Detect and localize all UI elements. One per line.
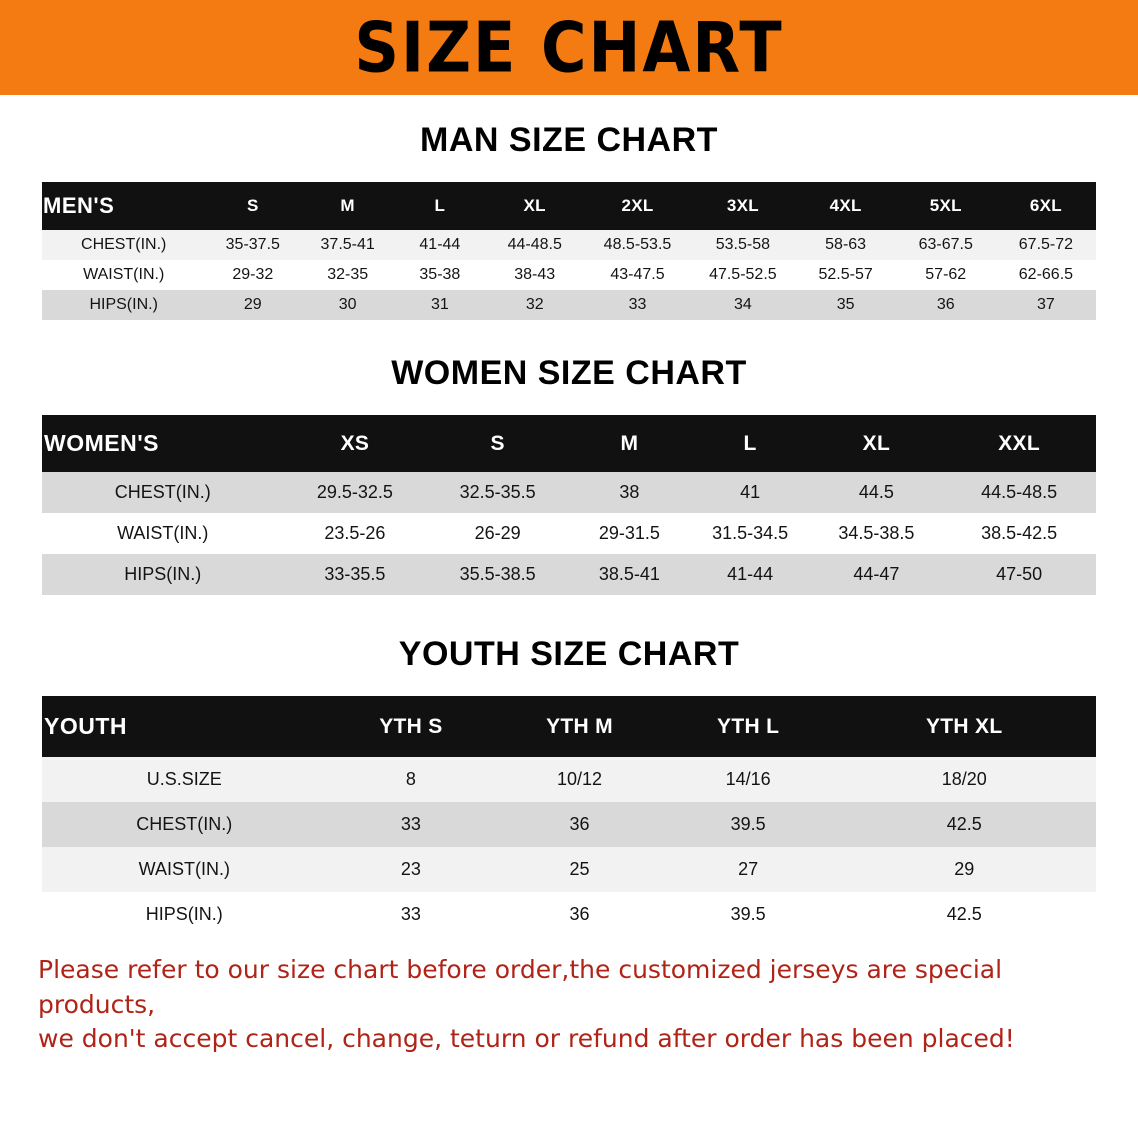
youth-header-cell-0: YOUTH	[42, 696, 327, 757]
youth-row0-cell3: 14/16	[664, 757, 833, 802]
youth-row2-cell4: 29	[832, 847, 1096, 892]
man-row2-cell5: 33	[585, 290, 690, 320]
man-row2-cell8: 36	[896, 290, 996, 320]
women-row2-cell4: 41-44	[690, 554, 811, 595]
disclaimer-line-2: we don't accept cancel, change, teturn or refund after order has been placed!	[38, 1024, 1015, 1053]
table-row	[42, 260, 1096, 290]
man-row2-cell9: 37	[996, 290, 1096, 320]
man-row0-cell7: 58-63	[796, 230, 896, 260]
man-header-cell-7: 4XL	[796, 182, 896, 230]
man-table-body	[42, 230, 1096, 320]
man-row1-cell4: 38-43	[485, 260, 585, 290]
man-header-cell-5: 2XL	[585, 182, 690, 230]
man-row1-cell8: 57-62	[896, 260, 996, 290]
page-title: SIZE CHART	[354, 6, 784, 88]
man-row0-cell0: CHEST(IN.)	[42, 230, 205, 260]
women-table-head	[42, 415, 1096, 472]
man-row1-cell5: 43-47.5	[585, 260, 690, 290]
man-row2-cell7: 35	[796, 290, 896, 320]
man-row0-cell8: 63-67.5	[896, 230, 996, 260]
man-section-title: MAN SIZE CHART	[420, 121, 718, 159]
women-row1-cell2: 26-29	[426, 513, 569, 554]
man-table-wrapper	[42, 182, 1096, 320]
women-row1-cell6: 38.5-42.5	[942, 513, 1096, 554]
youth-row1-cell1: 33	[327, 802, 496, 847]
women-row0-cell4: 41	[690, 472, 811, 513]
table-row	[42, 513, 1096, 554]
man-row1-cell0: WAIST(IN.)	[42, 260, 205, 290]
women-section-title: WOMEN SIZE CHART	[391, 354, 747, 392]
youth-table-body	[42, 757, 1096, 937]
youth-section-title: YOUTH SIZE CHART	[398, 635, 740, 673]
man-row1-cell2: 32-35	[300, 260, 395, 290]
youth-row3-cell3: 39.5	[664, 892, 833, 937]
women-header-cell-3: M	[569, 415, 690, 472]
man-row1-cell1: 29-32	[205, 260, 300, 290]
man-row2-cell0: HIPS(IN.)	[42, 290, 205, 320]
man-row2-cell6: 34	[690, 290, 795, 320]
youth-row1-cell4: 42.5	[832, 802, 1096, 847]
women-header-cell-6: XXL	[942, 415, 1096, 472]
table-header-row	[42, 696, 1096, 757]
man-size-table	[42, 182, 1096, 320]
man-header-cell-6: 3XL	[690, 182, 795, 230]
women-row0-cell3: 38	[569, 472, 690, 513]
youth-header-cell-3: YTH L	[664, 696, 833, 757]
youth-row0-cell4: 18/20	[832, 757, 1096, 802]
man-row0-cell2: 37.5-41	[300, 230, 395, 260]
women-row2-cell6: 47-50	[942, 554, 1096, 595]
youth-row3-cell2: 36	[495, 892, 664, 937]
youth-row3-cell0: HIPS(IN.)	[42, 892, 327, 937]
man-row0-cell1: 35-37.5	[205, 230, 300, 260]
table-row	[42, 290, 1096, 320]
youth-row0-cell2: 10/12	[495, 757, 664, 802]
man-header-cell-9: 6XL	[996, 182, 1096, 230]
man-row1-cell3: 35-38	[395, 260, 485, 290]
women-row0-cell0: CHEST(IN.)	[42, 472, 284, 513]
women-row2-cell2: 35.5-38.5	[426, 554, 569, 595]
women-row1-cell0: WAIST(IN.)	[42, 513, 284, 554]
women-row2-cell3: 38.5-41	[569, 554, 690, 595]
youth-row2-cell0: WAIST(IN.)	[42, 847, 327, 892]
women-table-body	[42, 472, 1096, 595]
women-row1-cell4: 31.5-34.5	[690, 513, 811, 554]
women-row2-cell5: 44-47	[811, 554, 943, 595]
women-row1-cell3: 29-31.5	[569, 513, 690, 554]
disclaimer-note	[38, 953, 1100, 1057]
man-header-cell-0: MEN'S	[42, 182, 205, 230]
table-row	[42, 847, 1096, 892]
man-header-cell-3: L	[395, 182, 485, 230]
youth-size-table	[42, 696, 1096, 937]
women-row0-cell1: 29.5-32.5	[284, 472, 427, 513]
youth-header-cell-1: YTH S	[327, 696, 496, 757]
man-header-cell-2: M	[300, 182, 395, 230]
man-header-cell-4: XL	[485, 182, 585, 230]
man-row1-cell7: 52.5-57	[796, 260, 896, 290]
women-table-wrapper	[42, 415, 1096, 595]
youth-row3-cell4: 42.5	[832, 892, 1096, 937]
women-row0-cell2: 32.5-35.5	[426, 472, 569, 513]
table-header-row	[42, 415, 1096, 472]
header-banner	[0, 0, 1138, 95]
youth-row1-cell3: 39.5	[664, 802, 833, 847]
table-header-row	[42, 182, 1096, 230]
youth-table-head	[42, 696, 1096, 757]
man-row2-cell1: 29	[205, 290, 300, 320]
man-row0-cell5: 48.5-53.5	[585, 230, 690, 260]
women-row1-cell5: 34.5-38.5	[811, 513, 943, 554]
youth-header-cell-4: YTH XL	[832, 696, 1096, 757]
women-row0-cell5: 44.5	[811, 472, 943, 513]
women-row2-cell1: 33-35.5	[284, 554, 427, 595]
table-row	[42, 802, 1096, 847]
women-size-table	[42, 415, 1096, 595]
women-header-cell-1: XS	[284, 415, 427, 472]
man-row1-cell9: 62-66.5	[996, 260, 1096, 290]
man-header-cell-8: 5XL	[896, 182, 996, 230]
youth-row0-cell1: 8	[327, 757, 496, 802]
women-header-cell-0: WOMEN'S	[42, 415, 284, 472]
women-row1-cell1: 23.5-26	[284, 513, 427, 554]
youth-row1-cell0: CHEST(IN.)	[42, 802, 327, 847]
table-row	[42, 554, 1096, 595]
youth-row2-cell3: 27	[664, 847, 833, 892]
man-table-head	[42, 182, 1096, 230]
disclaimer-line-1: Please refer to our size chart before order,the customized jerseys are special products,	[38, 955, 1003, 1019]
youth-row2-cell1: 23	[327, 847, 496, 892]
women-header-cell-5: XL	[811, 415, 943, 472]
youth-row3-cell1: 33	[327, 892, 496, 937]
man-row2-cell2: 30	[300, 290, 395, 320]
youth-row1-cell2: 36	[495, 802, 664, 847]
man-header-cell-1: S	[205, 182, 300, 230]
table-row	[42, 472, 1096, 513]
youth-table-wrapper	[42, 696, 1096, 937]
man-row0-cell9: 67.5-72	[996, 230, 1096, 260]
table-row	[42, 892, 1096, 937]
man-row1-cell6: 47.5-52.5	[690, 260, 795, 290]
man-row0-cell4: 44-48.5	[485, 230, 585, 260]
youth-row0-cell0: U.S.SIZE	[42, 757, 327, 802]
youth-row2-cell2: 25	[495, 847, 664, 892]
man-row2-cell4: 32	[485, 290, 585, 320]
man-row2-cell3: 31	[395, 290, 485, 320]
table-row	[42, 757, 1096, 802]
table-row	[42, 230, 1096, 260]
youth-header-cell-2: YTH M	[495, 696, 664, 757]
women-header-cell-4: L	[690, 415, 811, 472]
women-header-cell-2: S	[426, 415, 569, 472]
man-row0-cell6: 53.5-58	[690, 230, 795, 260]
women-row0-cell6: 44.5-48.5	[942, 472, 1096, 513]
man-row0-cell3: 41-44	[395, 230, 485, 260]
women-row2-cell0: HIPS(IN.)	[42, 554, 284, 595]
